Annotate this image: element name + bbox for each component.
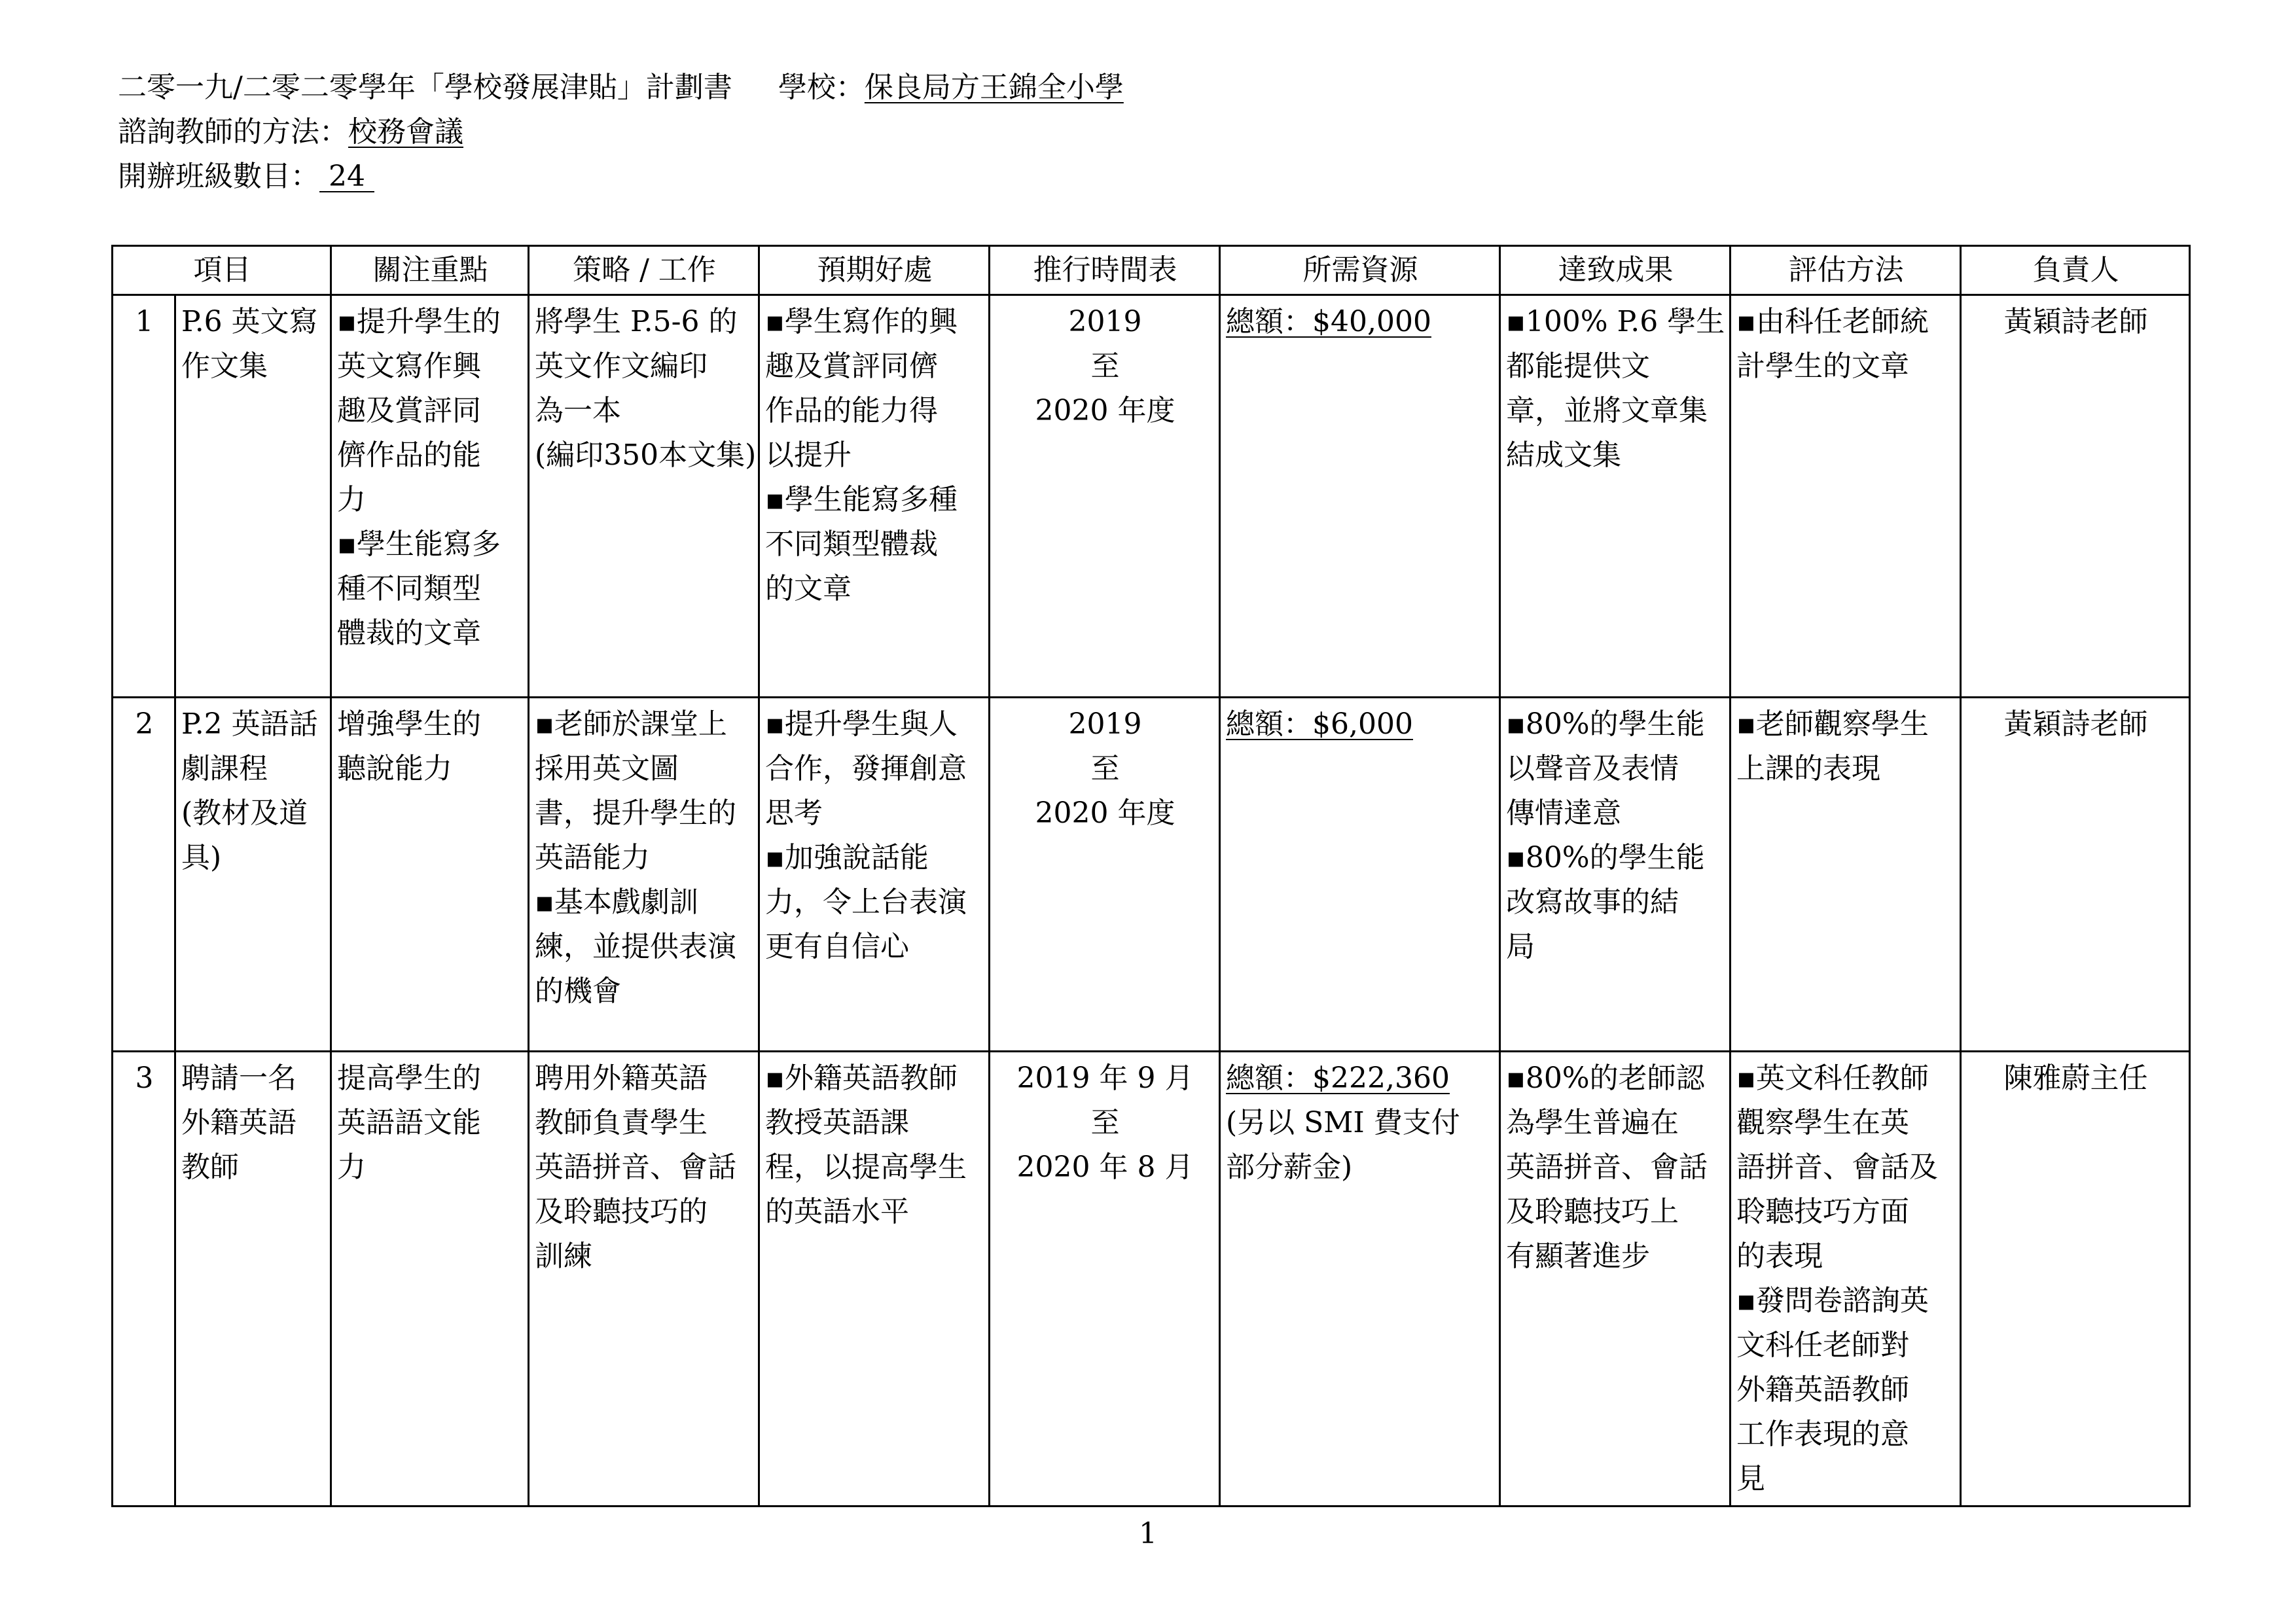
cell-line: ▪老師觀察學生 [1736, 707, 1929, 741]
resource-cell [1220, 295, 1500, 698]
cell-line: ▪100% P.6 學生 [1506, 305, 1725, 338]
cell-line: 的文章 [765, 572, 852, 605]
page-number: 1 [1139, 1517, 1157, 1550]
header-consult-line [118, 110, 1124, 154]
cell-line: 思考 [765, 796, 823, 830]
cell-line: 聽說能力 [337, 752, 452, 785]
cell-line: 英語能力 [535, 841, 650, 874]
cell-line: 及聆聽技巧的 [535, 1195, 708, 1228]
cell-line: ▪學生能寫多 [337, 527, 501, 561]
consult-label: 諮詢教師的方法： [118, 115, 348, 149]
schedule-cell [990, 698, 1220, 1052]
focus-cell [331, 295, 529, 698]
table-header-row [113, 246, 2190, 295]
table-row [113, 698, 2190, 1052]
resource-cell [1220, 698, 1500, 1052]
strategy-cell [529, 1052, 759, 1507]
cell-line: 書，提升學生的 [535, 796, 736, 830]
cell-line: 2020 年度 [1035, 796, 1175, 830]
document-title: 二零一九/二零二零學年「學校發展津貼」計劃書 [118, 71, 732, 104]
strategy-cell [529, 295, 759, 698]
cell-line: ▪由科任老師統 [1736, 305, 1929, 338]
cell-line: 的機會 [535, 974, 621, 1008]
strategy-cell [529, 698, 759, 1052]
cell-line: 聆聽技巧方面 [1736, 1195, 1909, 1228]
resource-total: 總額：$40,000 [1226, 305, 1431, 338]
cell-line: 種不同類型 [337, 572, 481, 605]
benefit-cell [759, 698, 990, 1052]
schedule-cell [990, 1052, 1220, 1507]
evaluation-cell [1731, 698, 1961, 1052]
cell-line: 改寫故事的結 [1506, 885, 1679, 919]
cell-line: 訓練 [535, 1240, 592, 1273]
table-row [113, 295, 2190, 698]
cell-line: (教材及道 [181, 796, 308, 830]
cell-line: 不同類型體裁 [765, 527, 938, 561]
cell-line: 的表現 [1736, 1240, 1823, 1273]
cell-line: ▪老師於課堂上 [535, 707, 727, 741]
cell-line: 工作表現的意 [1736, 1418, 1909, 1451]
benefit-cell [759, 295, 990, 698]
cell-line: 的英語水平 [765, 1195, 909, 1228]
cell-line: 外籍英語教師 [1736, 1373, 1909, 1406]
cell-line: 2019 [1068, 305, 1142, 338]
column-header-evaluation: 評估方法 [1731, 246, 1961, 295]
header-title-line [118, 65, 1124, 110]
cell-line: 至 [1090, 349, 1120, 383]
item-cell [175, 698, 331, 1052]
cell-line: 文科任老師對 [1736, 1329, 1909, 1362]
column-header-resource: 所需資源 [1220, 246, 1500, 295]
cell-line: 作文集 [181, 349, 268, 383]
cell-line: 2019 [1068, 707, 1142, 741]
cell-line: 英文作文編印 [535, 349, 708, 383]
column-header-item: 項目 [113, 246, 331, 295]
person-cell: 黃穎詩老師 [1961, 295, 2190, 698]
cell-line: 有顯著進步 [1506, 1240, 1650, 1273]
cell-line: 上課的表現 [1736, 752, 1880, 785]
classes-label: 開辦班級數目： [118, 160, 319, 193]
cell-line: 及聆聽技巧上 [1506, 1195, 1679, 1228]
cell-line: 力，令上台表演 [765, 885, 967, 919]
cell-line: 增強學生的 [337, 707, 481, 741]
document-header [118, 65, 1124, 199]
column-header-outcome: 達致成果 [1500, 246, 1731, 295]
cell-line: P.6 英文寫 [181, 305, 318, 338]
column-header-strategy: 策略 / 工作 [529, 246, 759, 295]
row-number: 2 [113, 698, 175, 1052]
cell-line: ▪學生能寫多種 [765, 483, 958, 516]
cell-line: 採用英文圖 [535, 752, 679, 785]
cell-line: 見 [1736, 1462, 1765, 1495]
consult-value: 校務會議 [348, 115, 463, 149]
cell-line: 趣及賞評同儕 [765, 349, 938, 383]
cell-line: 章，並將文章集 [1506, 394, 1708, 427]
cell-line: 教師負責學生 [535, 1106, 708, 1139]
row-number: 1 [113, 295, 175, 698]
focus-cell [331, 1052, 529, 1507]
cell-line: 2019 年 9 月 [1016, 1061, 1194, 1095]
cell-line: 英語語文能 [337, 1106, 481, 1139]
column-header-person: 負責人 [1961, 246, 2190, 295]
item-cell [175, 1052, 331, 1507]
cell-line: 提高學生的 [337, 1061, 481, 1095]
evaluation-cell [1731, 295, 1961, 698]
header-classes-line [118, 154, 1124, 199]
cell-line: 觀察學生在英 [1736, 1106, 1909, 1139]
item-cell [175, 295, 331, 698]
cell-line: 2020 年度 [1035, 394, 1175, 427]
outcome-cell [1500, 1052, 1731, 1507]
cell-line: (編印350本文集) [535, 438, 757, 472]
resource-cell [1220, 1052, 1500, 1507]
cell-line: 英文寫作興 [337, 349, 481, 383]
cell-line: 教授英語課 [765, 1106, 909, 1139]
cell-line: P.2 英語話 [181, 707, 318, 741]
schedule-cell [990, 295, 1220, 698]
cell-line: 結成文集 [1506, 438, 1621, 472]
cell-line: 英語拼音、會話 [535, 1150, 736, 1184]
cell-line: 聘用外籍英語 [535, 1061, 708, 1095]
cell-line: ▪學生寫作的興 [765, 305, 958, 338]
cell-line: 具) [181, 841, 222, 874]
table-row [113, 1052, 2190, 1507]
evaluation-cell [1731, 1052, 1961, 1507]
cell-line: 更有自信心 [765, 930, 909, 963]
cell-line: ▪外籍英語教師 [765, 1061, 958, 1095]
column-header-benefit: 預期好處 [759, 246, 990, 295]
classes-value: 24 [319, 160, 374, 193]
person-cell: 黃穎詩老師 [1961, 698, 2190, 1052]
cell-line: 都能提供文 [1506, 349, 1650, 383]
cell-line: 合作，發揮創意 [765, 752, 967, 785]
cell-line: 力 [337, 483, 366, 516]
plan-table [111, 245, 2191, 1507]
cell-line: ▪基本戲劇訓 [535, 885, 698, 919]
cell-line: ▪提升學生與人 [765, 707, 958, 741]
cell-line: 語拼音、會話及 [1736, 1150, 1938, 1184]
cell-line: ▪80%的老師認 [1506, 1061, 1705, 1095]
cell-line: 練，並提供表演 [535, 930, 736, 963]
resource-total: 總額：$6,000 [1226, 707, 1413, 741]
cell-line: 趣及賞評同 [337, 394, 481, 427]
cell-line: 作品的能力得 [765, 394, 938, 427]
cell-line: ▪80%的學生能 [1506, 707, 1705, 741]
cell-line: 計學生的文章 [1736, 349, 1909, 383]
cell-line: 為學生普遍在 [1506, 1106, 1679, 1139]
cell-line: 力 [337, 1150, 366, 1184]
cell-line: 局 [1506, 930, 1535, 963]
cell-line: 英語拼音、會話 [1506, 1150, 1708, 1184]
person-cell: 陳雅蔚主任 [1961, 1052, 2190, 1507]
cell-line: ▪英文科任教師 [1736, 1061, 1929, 1095]
cell-line: 為一本 [535, 394, 621, 427]
column-header-schedule: 推行時間表 [990, 246, 1220, 295]
cell-line: 以聲音及表情 [1506, 752, 1679, 785]
cell-line: 以提升 [765, 438, 852, 472]
cell-line: ▪80%的學生能 [1506, 841, 1705, 874]
cell-line: 將學生 P.5-6 的 [535, 305, 738, 338]
school-label: 學校： [778, 71, 865, 104]
cell-line: ▪發問卷諮詢英 [1736, 1284, 1929, 1317]
cell-line: 劇課程 [181, 752, 268, 785]
cell-line: 至 [1090, 1106, 1120, 1139]
focus-cell [331, 698, 529, 1052]
cell-line: 2020 年 8 月 [1016, 1150, 1194, 1184]
cell-line: 體裁的文章 [337, 616, 481, 650]
cell-line: 程，以提高學生 [765, 1150, 967, 1184]
cell-line: ▪提升學生的 [337, 305, 501, 338]
cell-line: ▪加強說話能 [765, 841, 929, 874]
cell-line: 聘請一名 [181, 1061, 296, 1095]
cell-line: 至 [1090, 752, 1120, 785]
cell-line: (另以 SMI 費支付 [1226, 1106, 1460, 1139]
column-header-focus: 關注重點 [331, 246, 529, 295]
school-name: 保良局方王錦全小學 [864, 71, 1124, 104]
outcome-cell [1500, 295, 1731, 698]
cell-line: 教師 [181, 1150, 239, 1184]
resource-total: 總額：$222,360 [1226, 1061, 1450, 1095]
cell-line: 儕作品的能 [337, 438, 481, 472]
outcome-cell [1500, 698, 1731, 1052]
cell-line: 傳情達意 [1506, 796, 1621, 830]
cell-line: 外籍英語 [181, 1106, 296, 1139]
benefit-cell [759, 1052, 990, 1507]
cell-line: 部分薪金) [1226, 1150, 1353, 1184]
row-number: 3 [113, 1052, 175, 1507]
